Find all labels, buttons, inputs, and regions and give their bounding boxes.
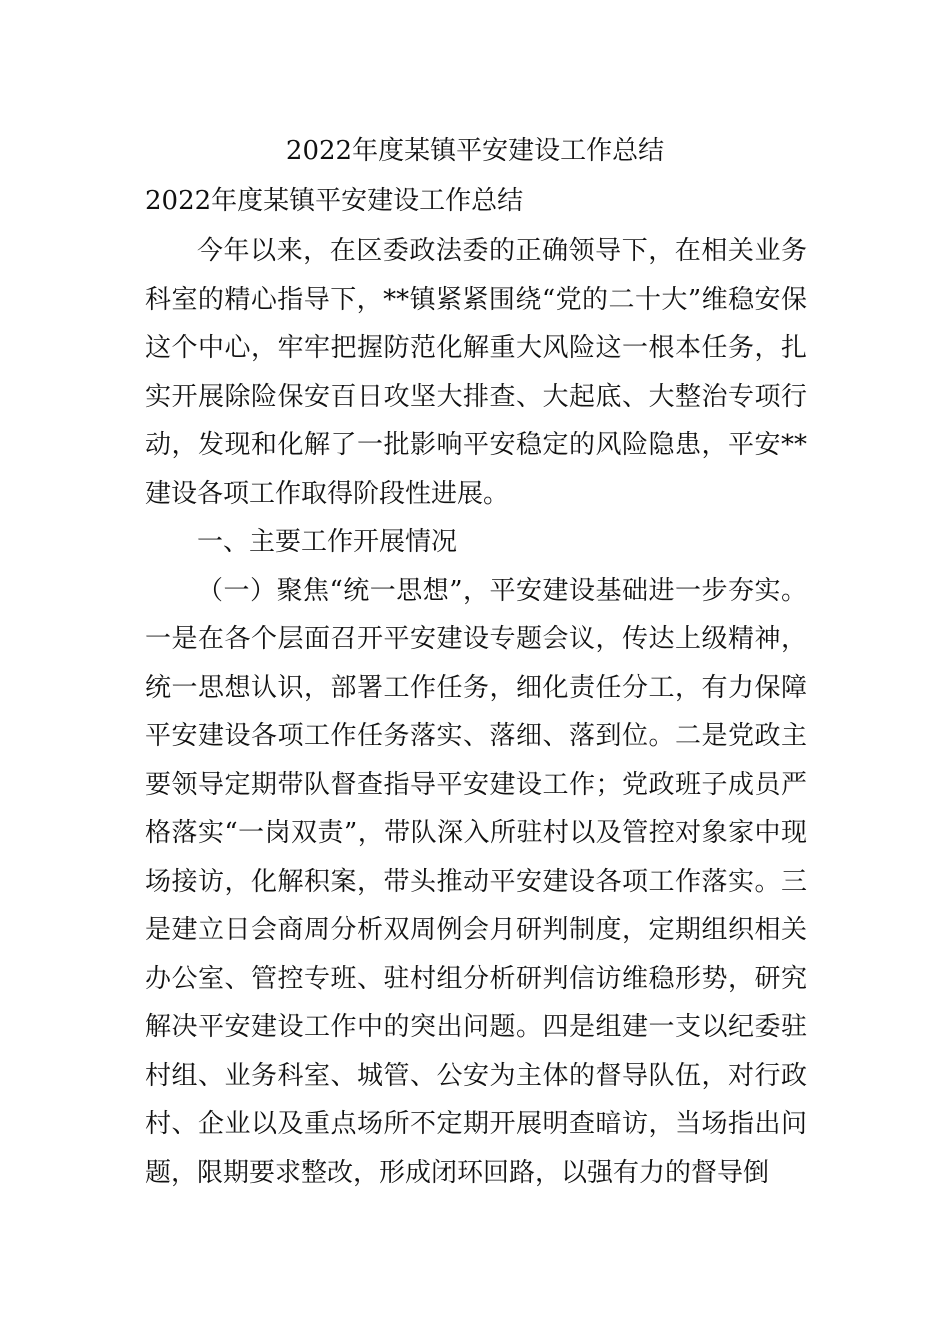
document-subtitle: 2022年度某镇平安建设工作总结	[145, 186, 524, 216]
paragraph-section-1: （一）聚焦“统一思想”，平安建设基础进一步夯实。一是在各个层面召开平安建设专题会议，传达上级精神，统一思想认识，部署工作任务，细化责任分工，有力保障平安建设各项工作任务落实、落细、落到位。二是党政主要领导定期带队督查指导平安建设工作；党政班子成员严格落实“一岗双责”，带队深入所驻村以及管控对象家中现场接访，化解积案，带头推动平安建设各项工作落实。三是建立日会商周分析双周例会月研判制度，定期组织相关办公室、管控专班、驻村组分析研判信访维稳形势，研究解决平安建设工作中的突出问题。四是组建一支以纪委驻村组、业务科室、城管、公安为主体的督导队伍，对行政村、企业以及重点场所不定期开展明查暗访，当场指出问题，限期要求整改，形成闭环回路，以强有力的督导倒	[145, 575, 807, 1188]
document-body	[145, 227, 807, 1197]
section-heading: 一、主要工作开展情况	[197, 527, 458, 557]
document-title: 2022年度某镇平安建设工作总结	[285, 136, 665, 166]
paragraph-intro: 今年以来，在区委政法委的正确领导下，在相关业务科室的精心指导下，**镇紧紧围绕“党的二十大”维稳安保这个中心，牢牢把握防范化解重大风险这一根本任务，扎实开展除险保安百日攻坚大排查、大起底、大整治专项行动，发现和化解了一批影响平安稳定的风险隐患，平安**建设各项工作取得阶段性进展。	[145, 236, 807, 509]
